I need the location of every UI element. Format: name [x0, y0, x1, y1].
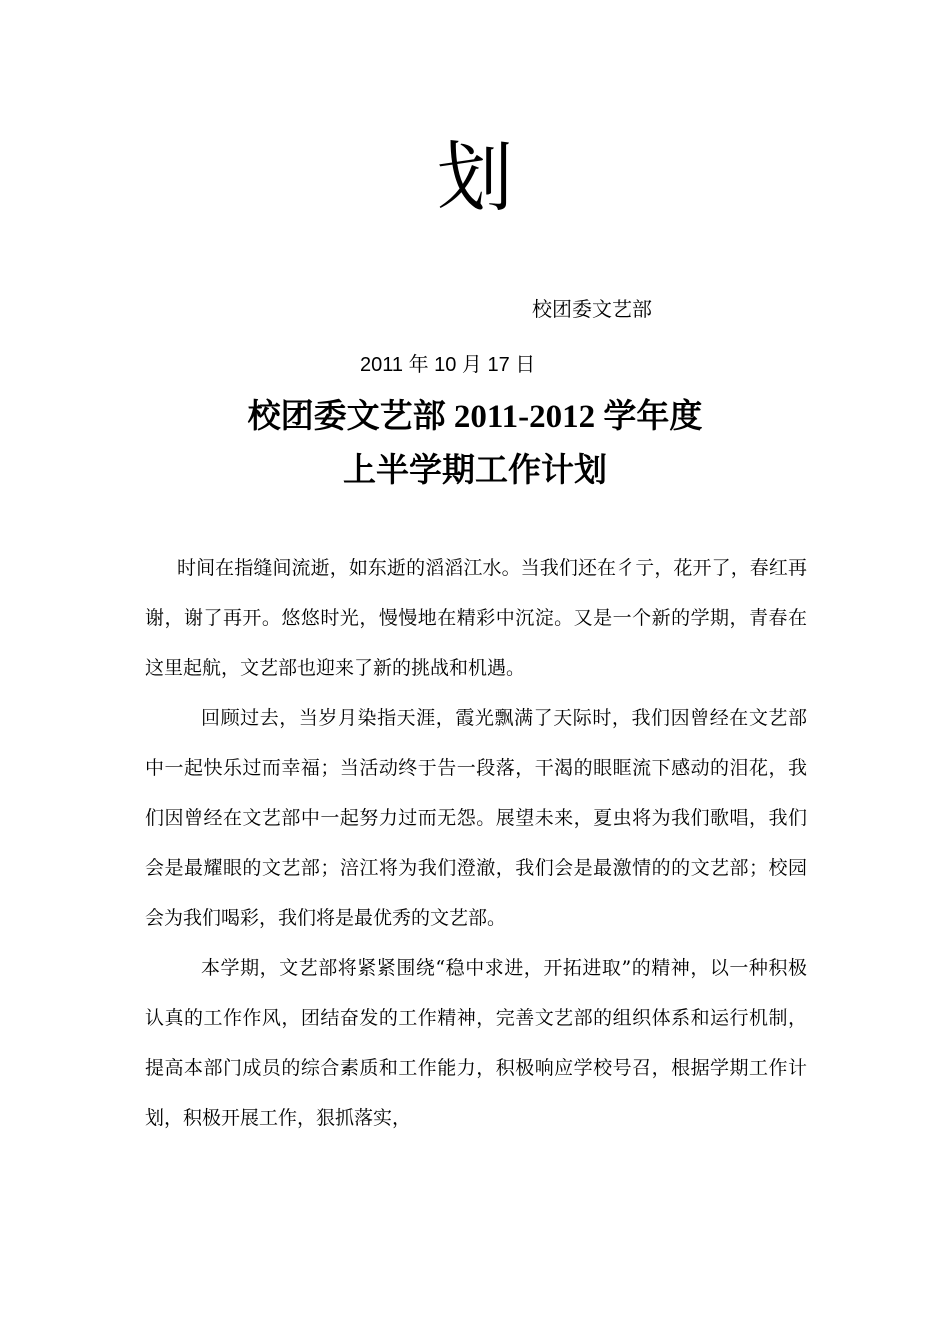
organization-name: 校团委文艺部	[532, 297, 652, 321]
document-date: 2011 年 10 月 17 日	[360, 354, 536, 376]
paragraph: 回顾过去，当岁月染指天涯，霞光飘满了天际时，我们因曾经在文艺部中一起快乐过而幸福；当活动终于告一段落，干渴的眼眶流下感动的泪花，我们因曾经在文艺部中一起努力过而无怨。展望未来，夏虫将为我们歌唱，我们会是最耀眼的文艺部；涪江将为我们澄澈，我们会是最激情的的文艺部；校园会为我们喝彩，我们将是最优秀的文艺部。	[145, 707, 807, 929]
document-body	[145, 543, 807, 1143]
document-title-line-1: 校团委文艺部 2011-2012 学年度	[247, 399, 703, 435]
heading-fragment: 划	[437, 133, 513, 222]
document-title-line-2: 上半学期工作计划	[343, 453, 607, 489]
paragraph: 时间在指缝间流逝，如东逝的滔滔江水。当我们还在彳亍，花开了，春红再谢，谢了再开。悠悠时光，慢慢地在精彩中沉淀。又是一个新的学期，青春在这里起航，文艺部也迎来了新的挑战和机遇。	[145, 557, 807, 679]
paragraph: 本学期，文艺部将紧紧围绕“稳中求进，开拓进取”的精神，以一种积极认真的工作作风，团结奋发的工作精神，完善文艺部的组织体系和运行机制，提高本部门成员的综合素质和工作能力，积极响应学校号召，根据学期工作计划，积极开展工作，狠抓落实，	[145, 957, 807, 1129]
